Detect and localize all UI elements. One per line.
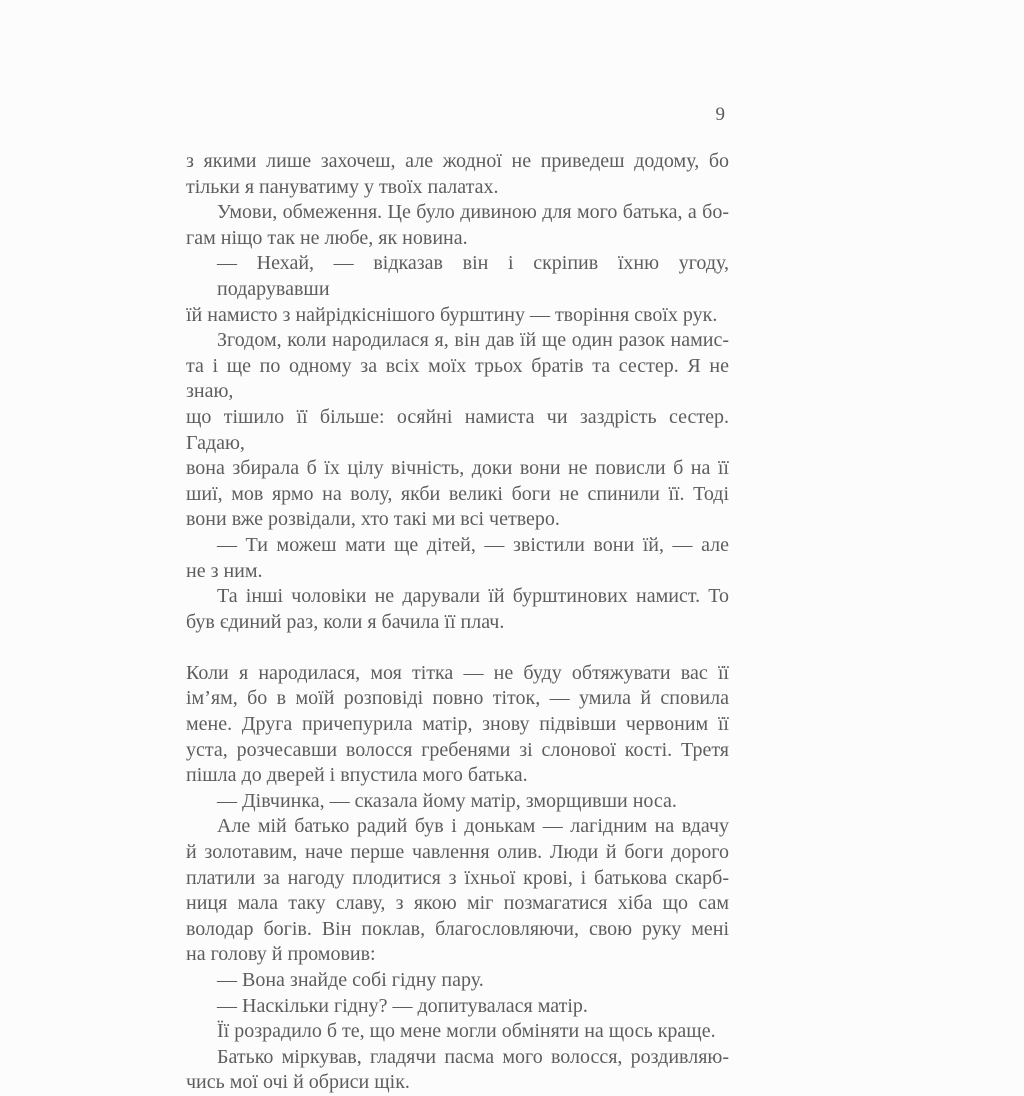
text-line: — Ти можеш мати ще дітей, — звістили вони їй, — але	[217, 533, 729, 556]
paragraph	[186, 994, 729, 1020]
paragraph	[186, 200, 729, 251]
text-line: Але мій батько радий був і донькам — лагідним на вдачу	[217, 815, 729, 838]
text-line: мене. Друга причепурила матір, знову підвівши червоним її	[186, 713, 729, 736]
text-line: — Нехай, — відказав він і скріпив їхню угоду, подарувавши	[217, 252, 729, 300]
paragraph	[186, 1019, 729, 1045]
text-line: Умови, обмеження. Це було дивиною для мого батька, а бо-	[217, 201, 729, 224]
text-line: чись мої очі й обриси щік.	[186, 1071, 410, 1094]
paragraph	[186, 584, 729, 635]
text-line: Коли я народилася, моя тітка — не буду обтяжувати вас її	[186, 661, 729, 684]
text-section	[186, 661, 729, 1096]
text-line: Батько міркував, гладячи пасма мого волосся, роздивляю-	[217, 1045, 729, 1068]
text-line: не з ним.	[186, 559, 263, 582]
text-line: вона збирала б їх цілу вічність, доки вони не повисли б на її	[186, 457, 729, 480]
text-line: гам ніщо так не любе, як новина.	[186, 226, 468, 249]
text-line: пішла до дверей і впустила мого батька.	[186, 764, 528, 787]
text-line: що тішило її більше: осяйні намиста чи заздрість сестер. Гадаю,	[186, 405, 729, 454]
text-line: — Наскільки гідну? — допитувалася матір.	[217, 994, 588, 1017]
text-line: був єдиний раз, коли я бачила її плач.	[186, 610, 505, 633]
text-line: Її розрадило б те, що мене могли обміняти на щось краще.	[217, 1020, 716, 1043]
text-line: з якими лише захочеш, але жодної не приведеш додому, бо	[186, 150, 729, 172]
text-section	[186, 149, 729, 635]
paragraph	[186, 661, 729, 789]
text-line: ім’ям, бо в моїй розповіді повно тіток, — умила й сповила	[186, 687, 729, 710]
text-line: та і ще по одному за всіх моїх трьох братів та сестер. Я не знаю,	[186, 354, 729, 403]
text-line: — Дівчинка, — сказала йому матір, зморщивши носа.	[217, 789, 677, 812]
paragraph	[186, 789, 729, 815]
text-line: їй намисто з найрідкіснішого бурштину — творіння своїх рук.	[186, 303, 718, 326]
text-line: уста, розчесавши волосся гребенями зі слонової кості. Третя	[186, 738, 729, 761]
text-line: Згодом, коли народилася я, він дав їй ще один разок намис-	[217, 329, 729, 352]
paragraph	[186, 328, 729, 533]
text-line: вони вже розвідали, хто такі ми всі четверо.	[186, 508, 560, 531]
text-line: тільки я пануватиму у твоїх палатах.	[186, 175, 499, 198]
text-line: володар богів. Він поклав, благословляючи, свою руку мені	[186, 917, 729, 940]
text-line: на голову й промовив:	[186, 943, 376, 966]
text-line: ниця мала таку славу, з якою міг позмагатися хіба що сам	[186, 892, 729, 915]
paragraph	[186, 814, 729, 968]
paragraph	[186, 1045, 729, 1096]
text-line: шиї, мов ярмо на волу, якби великі боги не спинили її. Тоді	[186, 482, 729, 505]
text-line: Та інші чоловіки не дарували їй бурштинових намист. То	[217, 585, 729, 608]
text-line: платили за нагоду плодитися з їхньої крові, і батькова скарб-	[186, 866, 729, 889]
paragraph	[186, 968, 729, 994]
page-number: 9	[715, 104, 725, 125]
paragraph	[186, 251, 729, 328]
paragraph	[186, 533, 729, 584]
text-line: й золотавим, наче перше чавлення олив. Люди й боги дорого	[186, 841, 729, 864]
text-line: — Вона знайде собі гідну пару.	[217, 969, 484, 991]
text-block	[186, 149, 729, 1096]
paragraph	[186, 149, 729, 200]
